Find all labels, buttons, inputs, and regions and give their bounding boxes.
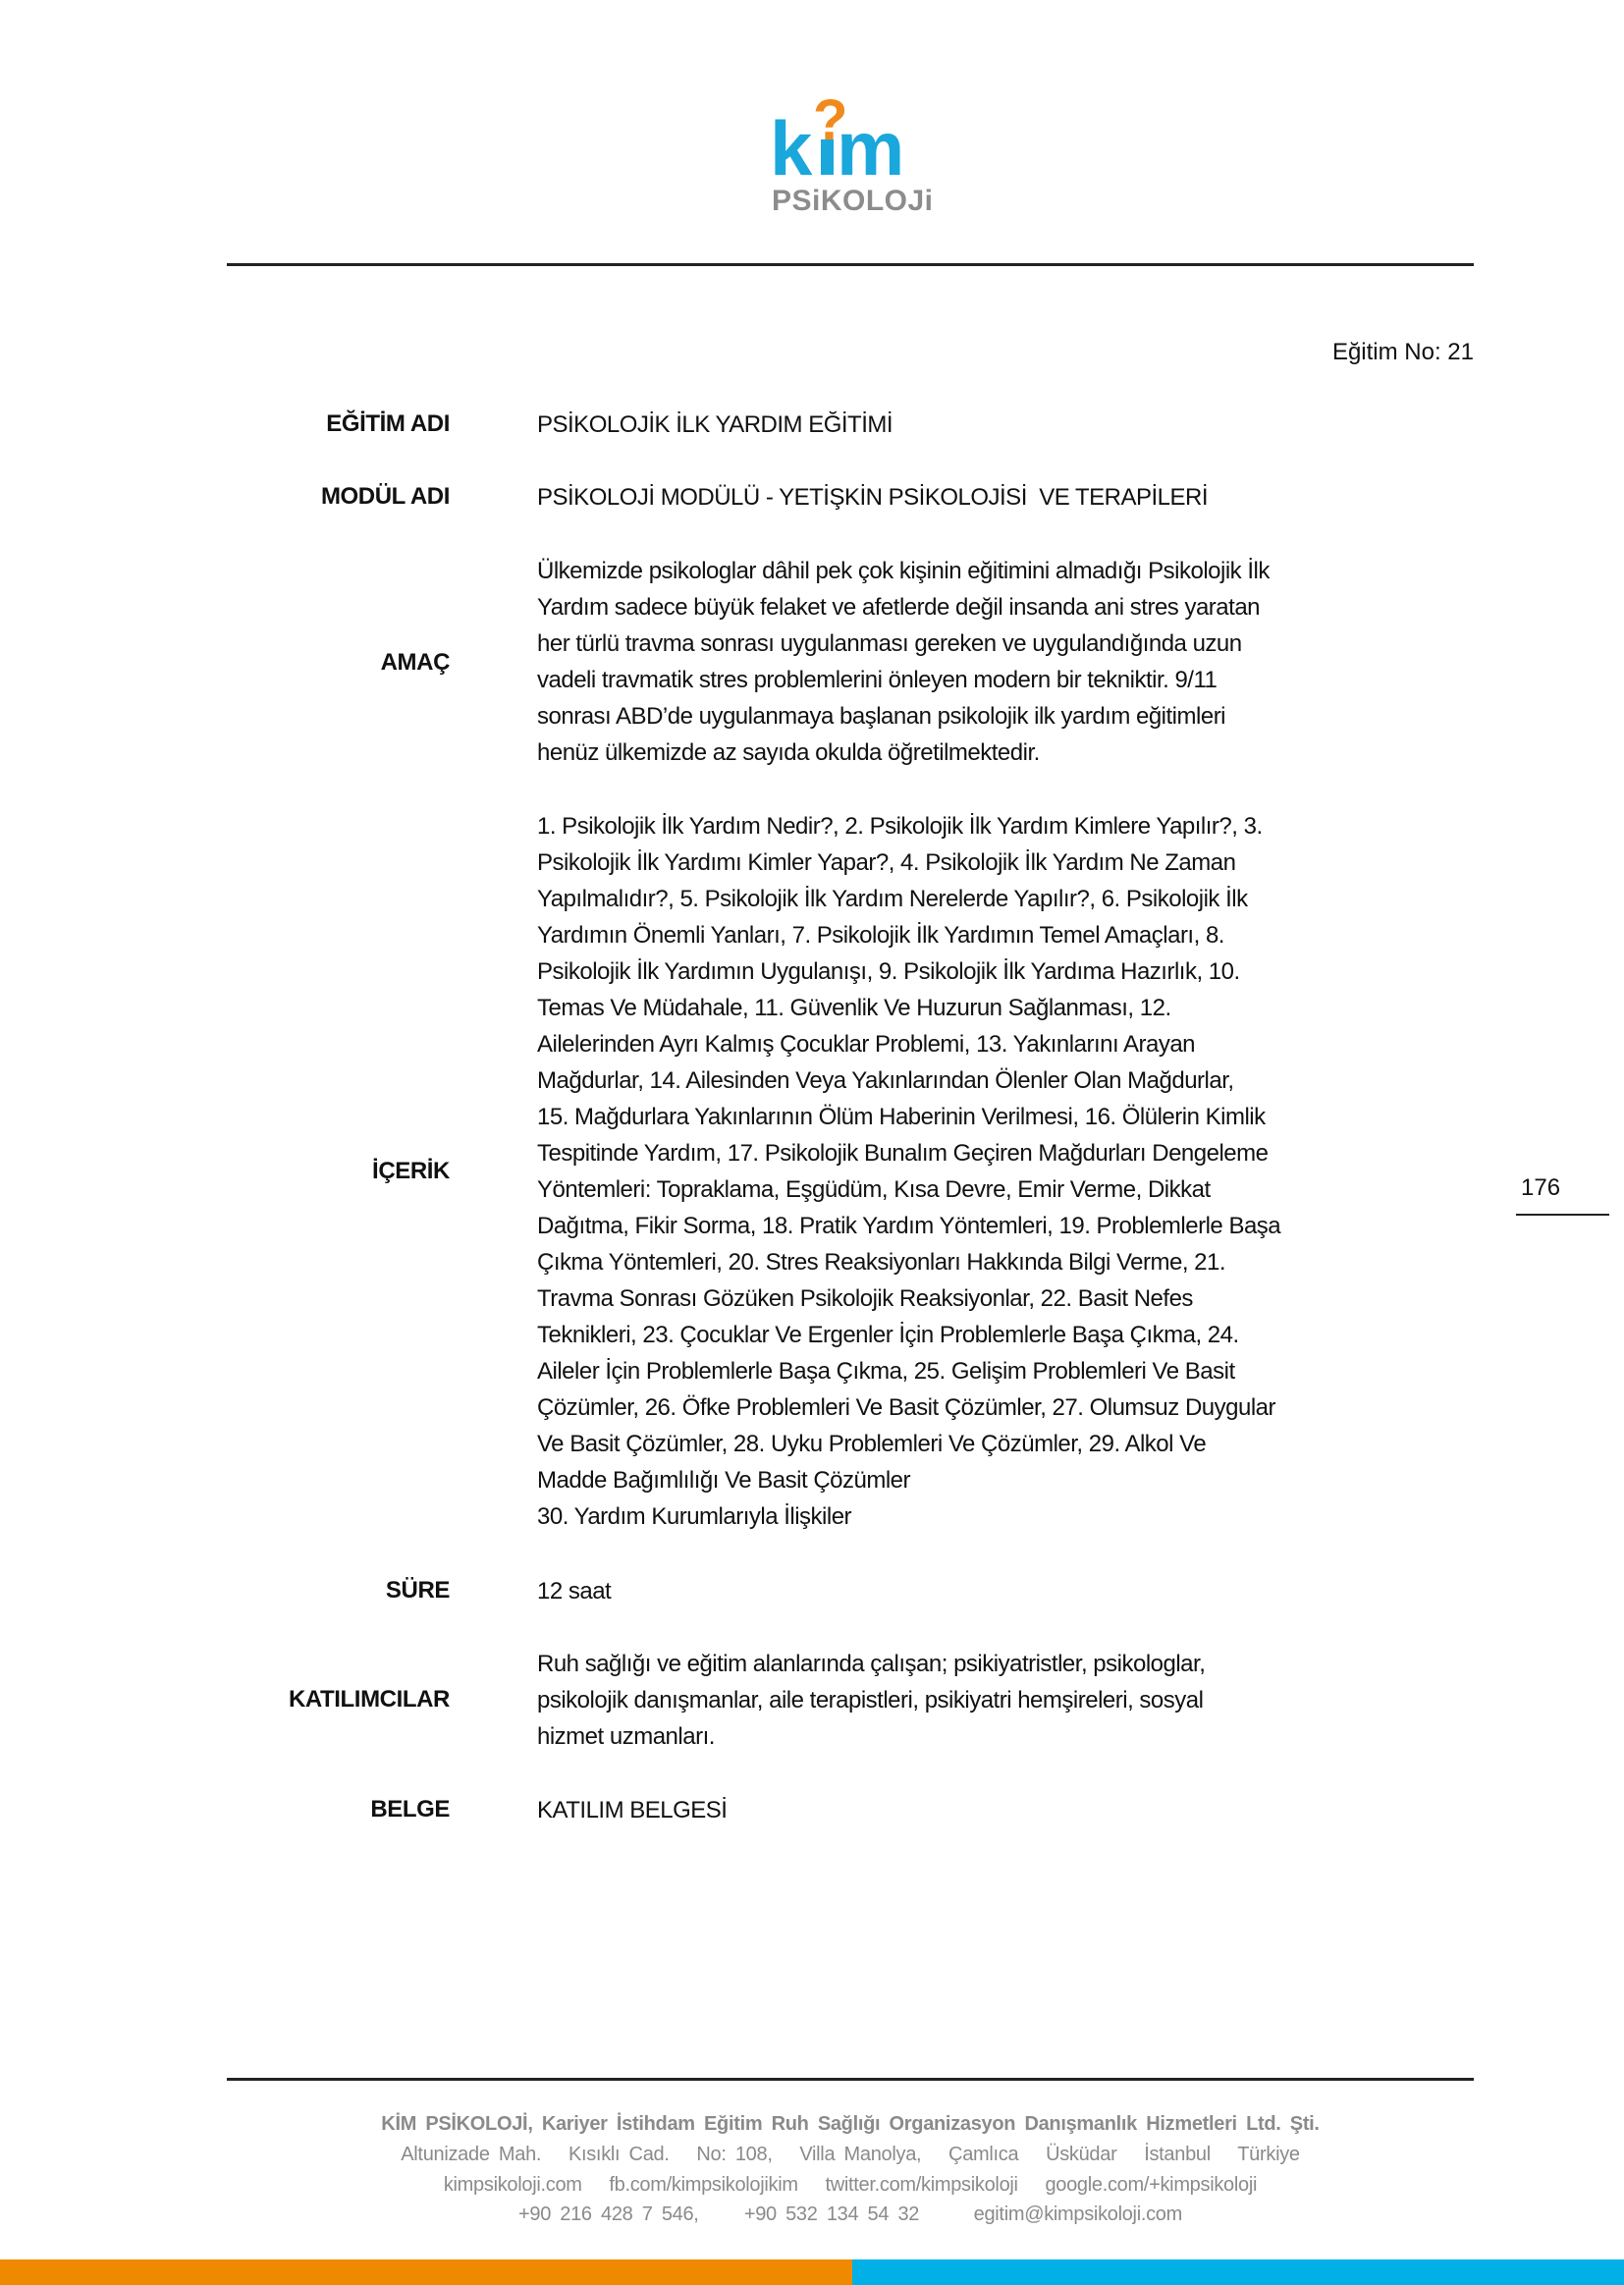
- footer-company-name: KİM PSİKOLOJİ: [381, 2113, 528, 2135]
- footer-company-rest: , Kariyer İstihdam Eğitim Ruh Sağlığı Organizasyon Danışmanlık Hizmetleri Ltd. Şti.: [527, 2113, 1320, 2135]
- text-line: Travma Sonrası Gözüken Psikolojik Reaksiyonlar, 22. Basit Nefes: [537, 1285, 1193, 1312]
- amac-value: [537, 553, 1480, 771]
- sure-label: SÜRE: [385, 1577, 450, 1604]
- text-line: Dağıtma, Fikir Sorma, 18. Pratik Yardım Yöntemleri, 19. Problemlerle Başa: [537, 1213, 1281, 1239]
- text-line: Ruh sağlığı ve eğitim alanlarında çalışan; psikiyatristler, psikologlar,: [537, 1651, 1206, 1677]
- training-number: Eğitim No: 21: [1331, 339, 1474, 365]
- text-line: Yapılmalıdır?, 5. Psikolojik İlk Yardım Nerelerde Yapılır?, 6. Psikolojik İlk: [537, 886, 1248, 912]
- text-line: Psikolojik İlk Yardımı Kimler Yapar?, 4. Psikolojik İlk Yardım Ne Zaman: [537, 849, 1236, 876]
- text-line: Yöntemleri: Topraklama, Eşgüdüm, Kısa Devre, Emir Verme, Dikkat: [537, 1176, 1211, 1203]
- footer-links[interactable]: kimpsikoloji.com fb.com/kimpsikolojikim twitter.com/kimpsikoloji google.com/+kimpsikoloji: [443, 2174, 1258, 2196]
- modul-adi-label: MODÜL ADI: [320, 483, 450, 510]
- sure-value: 12 saat: [537, 1578, 612, 1605]
- header-divider: [227, 263, 1474, 266]
- text-line: sonrası ABD’de uygulanmaya başlanan psikolojik ilk yardım eğitimleri: [537, 703, 1226, 730]
- katilimcilar-label: KATILIMCILAR: [288, 1686, 450, 1713]
- text-line: Psikolojik İlk Yardımın Uygulanışı, 9. Psikolojik İlk Yardıma Hazırlık, 10.: [537, 958, 1240, 985]
- footer-divider: [227, 2078, 1474, 2081]
- text-line: Aileler İçin Problemlerle Başa Çıkma, 25. Gelişim Problemleri Ve Basit: [537, 1358, 1235, 1385]
- text-line: Madde Bağımlılığı Ve Basit Çözümler: [537, 1467, 911, 1494]
- page-number-underline: [1516, 1214, 1609, 1216]
- text-line: her türlü travma sonrası uygulanması gereken ve uygulandığında uzun: [537, 630, 1242, 657]
- text-line: Temas Ve Müdahale, 11. Güvenlik Ve Huzurun Sağlanması, 12.: [537, 995, 1171, 1021]
- footer-address: Altunizade Mah. Kısıklı Cad. No: 108, Villa Manolya, Çamlıca Üsküdar İstanbul Türkiye: [401, 2144, 1300, 2165]
- page-number: 176: [1521, 1174, 1561, 1201]
- modul-adi-value: PSİKOLOJİ MODÜLÜ - YETİŞKİN PSİKOLOJİSİ VE TERAPİLERİ: [537, 484, 1208, 511]
- text-line: Çıkma Yöntemleri, 20. Stres Reaksiyonları Hakkında Bilgi Verme, 21.: [537, 1249, 1226, 1276]
- footer-bar-orange: [0, 2259, 852, 2285]
- svg-text:m: m: [837, 105, 905, 191]
- svg-text:k: k: [770, 105, 813, 191]
- text-line: psikolojik danışmanlar, aile terapistleri, psikiyatri hemşireleri, sosyal: [537, 1687, 1204, 1714]
- kim-psikoloji-logo: [766, 88, 943, 216]
- text-line: Çözümler, 26. Öfke Problemleri Ve Basit Çözümler, 27. Olumsuz Duygular: [537, 1394, 1275, 1421]
- text-line: 15. Mağdurlara Yakınlarının Ölüm Haberinin Verilmesi, 16. Ölülerin Kimlik: [537, 1104, 1266, 1130]
- text-line: Teknikleri, 23. Çocuklar Ve Ergenler İçin Problemlerle Başa Çıkma, 24.: [537, 1322, 1239, 1348]
- belge-value: KATILIM BELGESİ: [537, 1797, 728, 1823]
- text-line: Yardım sadece büyük felaket ve afetlerde değil insanda ani stres yaratan: [537, 594, 1261, 621]
- text-line: hizmet uzmanları.: [537, 1723, 715, 1750]
- text-line: Ailelerinden Ayrı Kalmış Çocuklar Problemi, 13. Yakınlarını Arayan: [537, 1031, 1196, 1058]
- footer-contact: +90 216 428 7 546, +90 532 134 54 32 egitim@kimpsikoloji.com: [518, 2203, 1182, 2225]
- icerik-label: İÇERİK: [372, 1158, 450, 1184]
- egitim-adi-label: EĞİTİM ADI: [326, 410, 450, 437]
- icerik-value: [537, 808, 1480, 1535]
- svg-text:?: ?: [813, 88, 848, 152]
- text-line: 30. Yardım Kurumlarıyla İlişkiler: [537, 1503, 852, 1530]
- katilimcilar-value: [537, 1646, 1480, 1755]
- text-line: Ve Basit Çözümler, 28. Uyku Problemleri Ve Çözümler, 29. Alkol Ve: [537, 1431, 1207, 1457]
- egitim-adi-value: PSİKOLOJİK İLK YARDIM EĞİTİMİ: [537, 411, 893, 438]
- text-line: Mağdurlar, 14. Ailesinden Veya Yakınlarından Ölenler Olan Mağdurlar,: [537, 1067, 1234, 1094]
- svg-text:PSiKOLOJi: PSiKOLOJi: [772, 185, 933, 216]
- belge-label: BELGE: [370, 1796, 450, 1823]
- amac-label: AMAÇ: [380, 649, 450, 676]
- footer-bar-blue: [852, 2259, 1624, 2285]
- footer-company: [227, 2113, 1474, 2136]
- text-line: Yardımın Önemli Yanları, 7. Psikolojik İlk Yardımın Temel Amaçları, 8.: [537, 922, 1224, 949]
- text-line: Tespitinde Yardım, 17. Psikolojik Bunalım Geçiren Mağdurları Dengeleme: [537, 1140, 1269, 1167]
- text-line: vadeli travmatik stres problemlerini önleyen modern bir tekniktir. 9/11: [537, 667, 1218, 693]
- text-line: henüz ülkemizde az sayıda okulda öğretilmektedir.: [537, 739, 1040, 766]
- text-line: 1. Psikolojik İlk Yardım Nedir?, 2. Psikolojik İlk Yardım Kimlere Yapılır?, 3.: [537, 813, 1263, 840]
- text-line: Ülkemizde psikologlar dâhil pek çok kişinin eğitimini almadığı Psikolojik İlk: [537, 558, 1270, 584]
